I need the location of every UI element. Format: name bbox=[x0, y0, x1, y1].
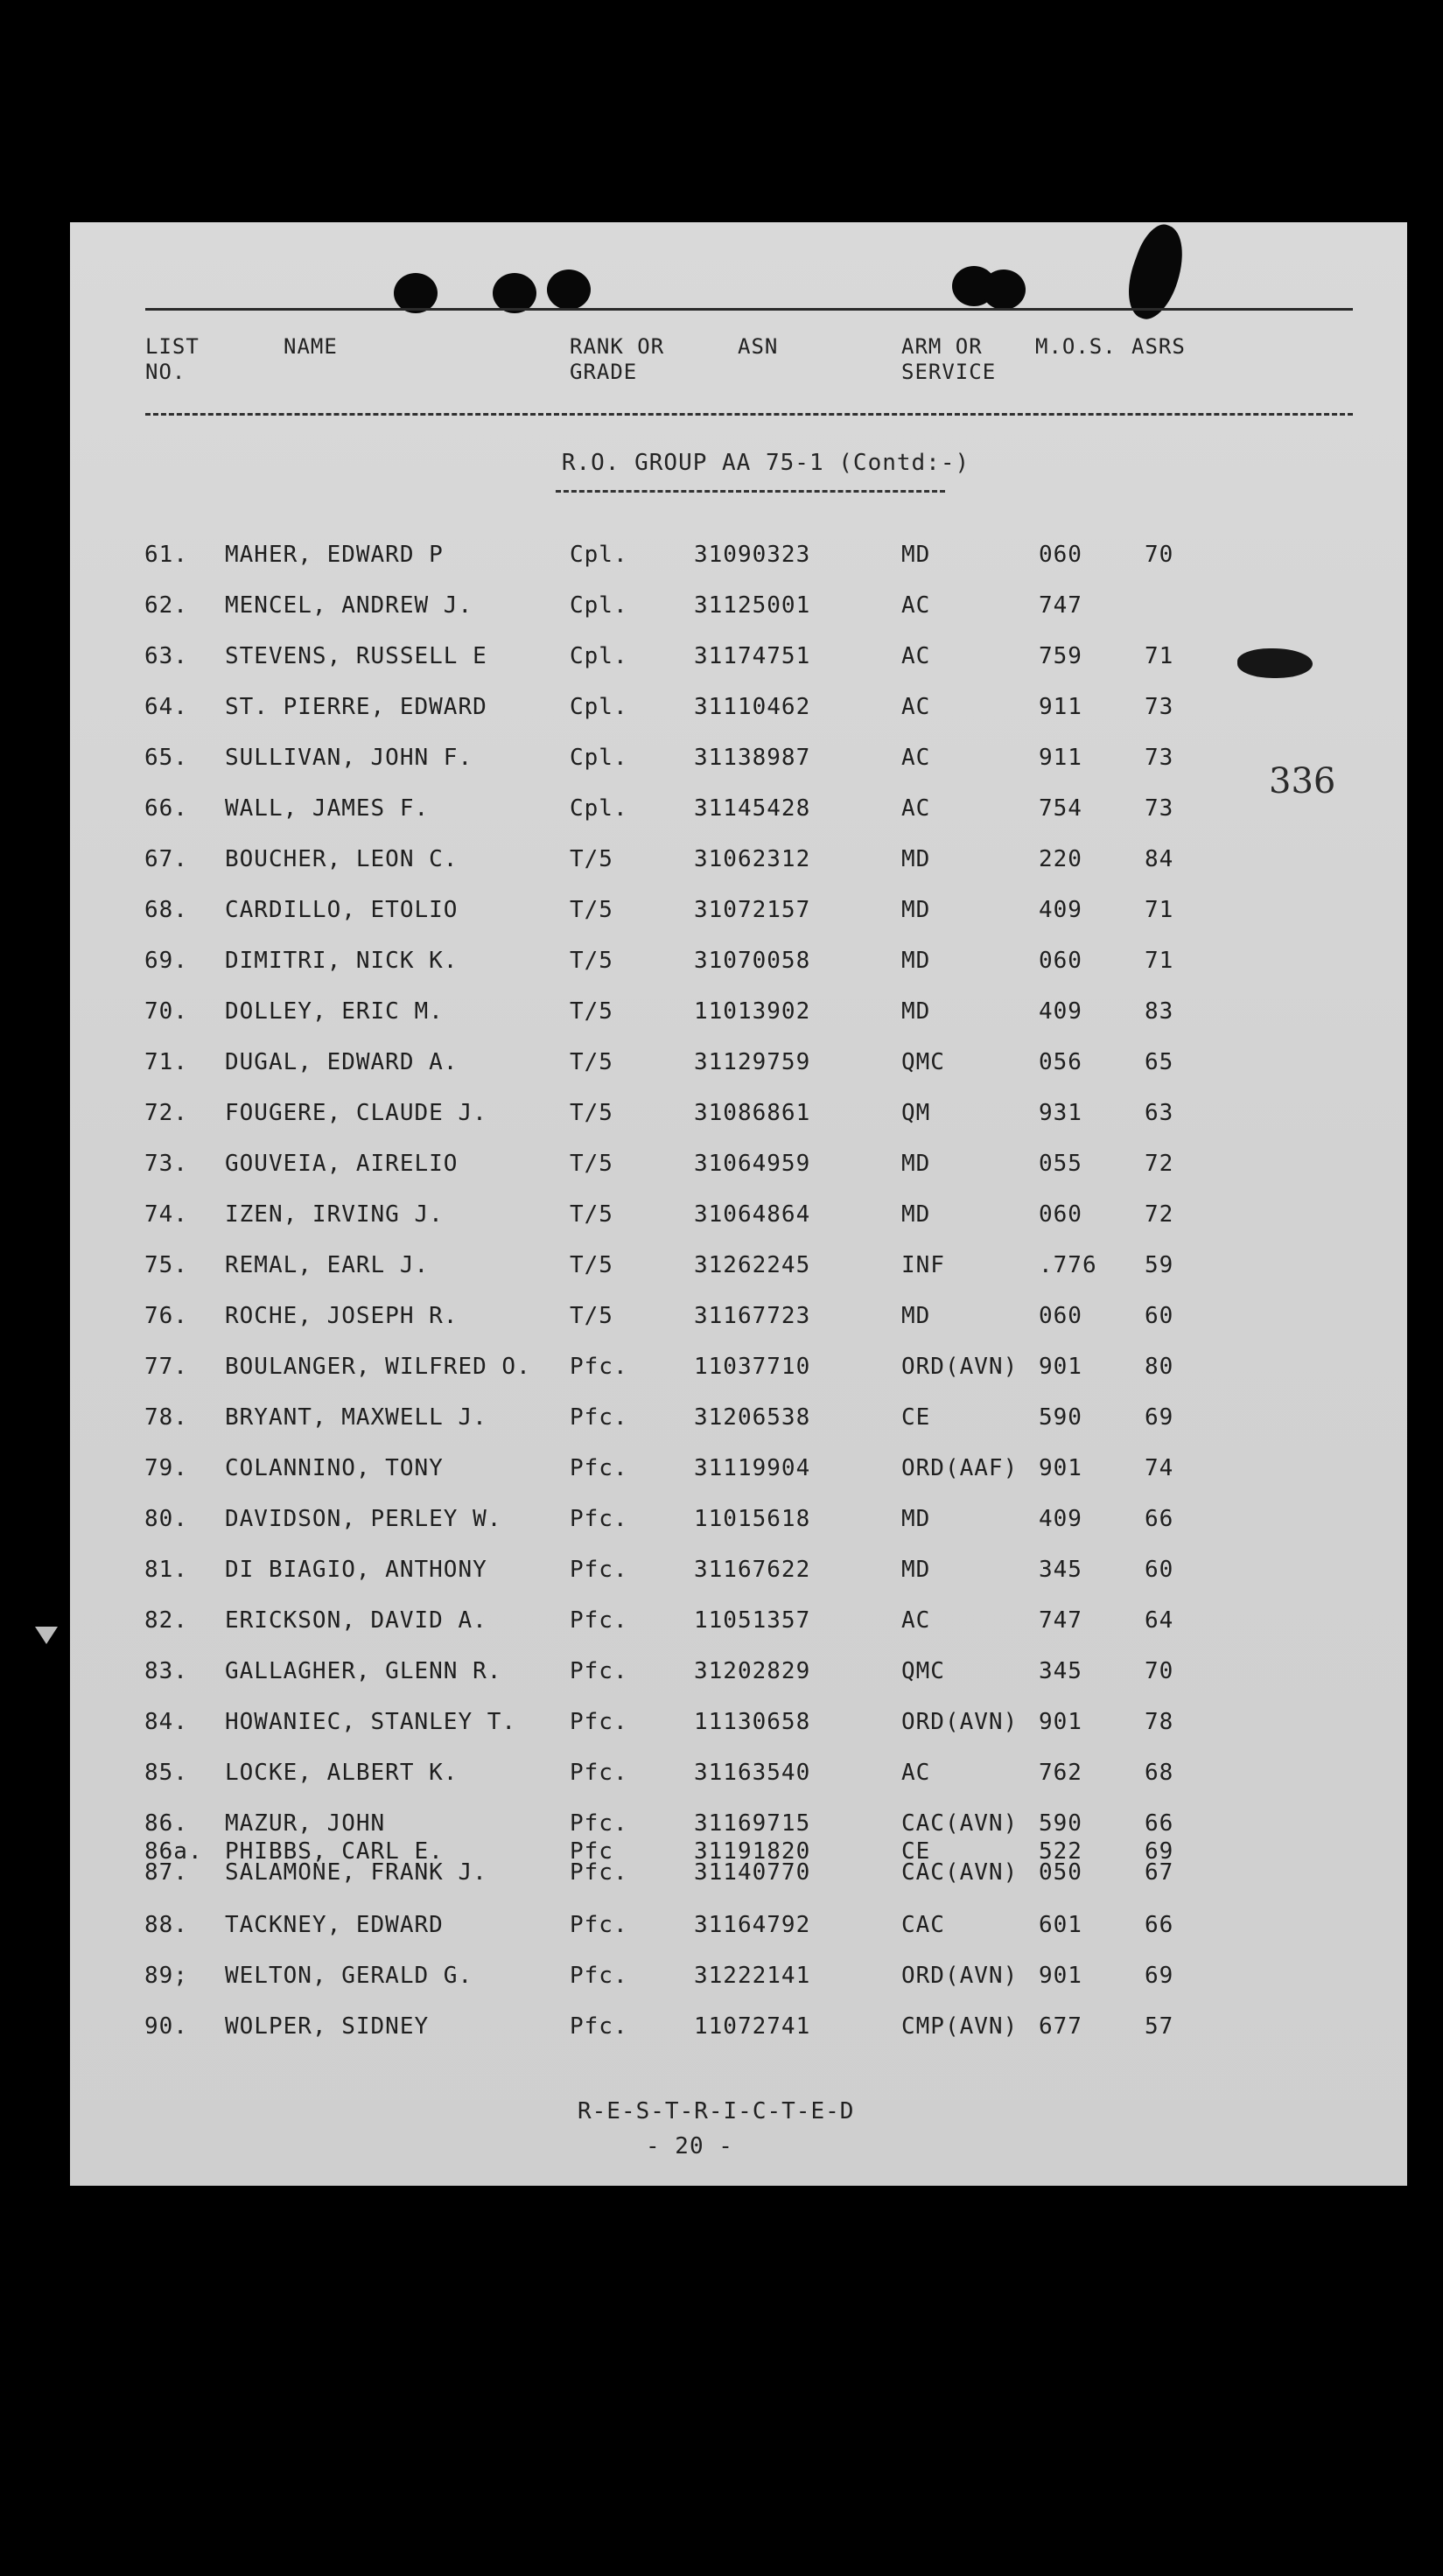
row-asn: 11130658 bbox=[694, 1709, 811, 1735]
row-mos: 901 bbox=[1039, 1354, 1082, 1380]
row-arm: ORD(AAF) bbox=[901, 1455, 1019, 1481]
row-arm: MD bbox=[901, 948, 931, 974]
table-row bbox=[70, 745, 1295, 774]
row-name: MAZUR, JOHN bbox=[225, 1810, 386, 1837]
row-arm: QM bbox=[901, 1100, 931, 1126]
row-number: 71. bbox=[144, 1049, 188, 1075]
row-asrs: 71 bbox=[1145, 643, 1174, 669]
row-asn: 11072741 bbox=[694, 2013, 811, 2040]
row-name: STEVENS, RUSSELL E bbox=[225, 643, 487, 669]
row-name: MENCEL, ANDREW J. bbox=[225, 592, 473, 619]
row-mos: 409 bbox=[1039, 998, 1082, 1025]
row-rank: T/5 bbox=[570, 948, 613, 974]
row-asrs: 66 bbox=[1145, 1810, 1174, 1837]
row-asrs: 60 bbox=[1145, 1557, 1174, 1583]
row-name: FOUGERE, CLAUDE J. bbox=[225, 1100, 487, 1126]
row-arm: CAC(AVN) bbox=[901, 1859, 1019, 1886]
table-row bbox=[70, 542, 1295, 571]
row-rank: T/5 bbox=[570, 846, 613, 872]
row-number: 81. bbox=[144, 1557, 188, 1583]
punch-hole bbox=[547, 270, 591, 310]
row-asn: 31125001 bbox=[694, 592, 811, 619]
table-row bbox=[70, 592, 1295, 622]
row-name: COLANNINO, TONY bbox=[225, 1455, 444, 1481]
row-rank: Pfc. bbox=[570, 1506, 628, 1532]
table-row bbox=[70, 1455, 1295, 1485]
row-number: 63. bbox=[144, 643, 188, 669]
table-row bbox=[70, 643, 1295, 673]
row-asn: 31164792 bbox=[694, 1912, 811, 1938]
row-asrs: 60 bbox=[1145, 1303, 1174, 1329]
row-asn: 31086861 bbox=[694, 1100, 811, 1126]
row-name: GALLAGHER, GLENN R. bbox=[225, 1658, 502, 1684]
row-asn: 11015618 bbox=[694, 1506, 811, 1532]
row-number: 88. bbox=[144, 1912, 188, 1938]
row-mos: 901 bbox=[1039, 1963, 1082, 1989]
row-arm: QMC bbox=[901, 1658, 945, 1684]
table-row bbox=[70, 846, 1295, 876]
margin-arrow-icon bbox=[35, 1627, 58, 1644]
row-mos: 220 bbox=[1039, 846, 1082, 872]
row-name: LOCKE, ALBERT K. bbox=[225, 1760, 459, 1786]
row-rank: Cpl. bbox=[570, 542, 628, 568]
row-arm: CAC(AVN) bbox=[901, 1810, 1019, 1837]
row-arm: CE bbox=[901, 1404, 931, 1431]
row-asrs: 83 bbox=[1145, 998, 1174, 1025]
row-number: 64. bbox=[144, 694, 188, 720]
row-arm: MD bbox=[901, 542, 931, 568]
row-asrs: 70 bbox=[1145, 1658, 1174, 1684]
row-name: DOLLEY, ERIC M. bbox=[225, 998, 444, 1025]
row-asn: 31169715 bbox=[694, 1810, 811, 1837]
row-name: DUGAL, EDWARD A. bbox=[225, 1049, 459, 1075]
table-row bbox=[70, 897, 1295, 927]
row-number: 83. bbox=[144, 1658, 188, 1684]
row-asn: 11013902 bbox=[694, 998, 811, 1025]
row-number: 80. bbox=[144, 1506, 188, 1532]
row-mos: 060 bbox=[1039, 1201, 1082, 1228]
row-number: 76. bbox=[144, 1303, 188, 1329]
header-mos: M.O.S. bbox=[1035, 334, 1117, 359]
row-number: 70. bbox=[144, 998, 188, 1025]
table-row bbox=[70, 1354, 1295, 1383]
row-mos: 747 bbox=[1039, 592, 1082, 619]
row-mos: 060 bbox=[1039, 948, 1082, 974]
row-name: ST. PIERRE, EDWARD bbox=[225, 694, 487, 720]
table-row bbox=[70, 1810, 1295, 1840]
table-row bbox=[70, 1859, 1295, 1889]
row-arm: CE bbox=[901, 1838, 931, 1865]
row-arm: MD bbox=[901, 998, 931, 1025]
group-title-underline bbox=[556, 490, 945, 493]
row-asn: 31262245 bbox=[694, 1252, 811, 1278]
row-rank: Cpl. bbox=[570, 592, 628, 619]
row-asrs: 71 bbox=[1145, 897, 1174, 923]
row-arm: CMP(AVN) bbox=[901, 2013, 1019, 2040]
table-row bbox=[70, 1658, 1295, 1688]
table-row bbox=[70, 1557, 1295, 1586]
row-rank: Pfc. bbox=[570, 1912, 628, 1938]
row-rank: Pfc. bbox=[570, 1607, 628, 1634]
table-row bbox=[70, 1151, 1295, 1180]
row-rank: Pfc. bbox=[570, 1455, 628, 1481]
row-asrs: 57 bbox=[1145, 2013, 1174, 2040]
row-mos: 590 bbox=[1039, 1404, 1082, 1431]
row-mos: 409 bbox=[1039, 1506, 1082, 1532]
row-mos: 931 bbox=[1039, 1100, 1082, 1126]
row-asn: 31202829 bbox=[694, 1658, 811, 1684]
row-asn: 31167723 bbox=[694, 1303, 811, 1329]
table-row bbox=[70, 1912, 1295, 1942]
row-arm: MD bbox=[901, 1506, 931, 1532]
row-mos: 060 bbox=[1039, 542, 1082, 568]
header-asn: ASN bbox=[738, 334, 779, 359]
row-arm: QMC bbox=[901, 1049, 945, 1075]
header-list-no: LIST NO. bbox=[145, 334, 200, 384]
row-name: BRYANT, MAXWELL J. bbox=[225, 1404, 487, 1431]
row-asn: 31129759 bbox=[694, 1049, 811, 1075]
row-arm: AC bbox=[901, 592, 931, 619]
row-number: 73. bbox=[144, 1151, 188, 1177]
row-asrs: 73 bbox=[1145, 745, 1174, 771]
row-number: 89; bbox=[144, 1963, 188, 1989]
table-row bbox=[70, 1760, 1295, 1789]
row-arm: ORD(AVN) bbox=[901, 1709, 1019, 1735]
table-row bbox=[70, 1252, 1295, 1282]
row-arm: AC bbox=[901, 745, 931, 771]
header-rank: RANK OR GRADE bbox=[570, 334, 665, 384]
punch-hole bbox=[982, 270, 1026, 310]
row-number: 85. bbox=[144, 1760, 188, 1786]
row-rank: Pfc. bbox=[570, 1963, 628, 1989]
row-mos: 050 bbox=[1039, 1859, 1082, 1886]
row-asn: 31064959 bbox=[694, 1151, 811, 1177]
row-asrs: 78 bbox=[1145, 1709, 1174, 1735]
row-rank: Pfc. bbox=[570, 1658, 628, 1684]
row-asrs: 73 bbox=[1145, 694, 1174, 720]
row-rank: Pfc. bbox=[570, 1557, 628, 1583]
row-asrs: 66 bbox=[1145, 1506, 1174, 1532]
row-number: 86. bbox=[144, 1810, 188, 1837]
table-row bbox=[70, 1100, 1295, 1130]
table-row bbox=[70, 1049, 1295, 1079]
row-arm: AC bbox=[901, 795, 931, 822]
row-rank: T/5 bbox=[570, 1252, 613, 1278]
row-arm: MD bbox=[901, 846, 931, 872]
row-name: ROCHE, JOSEPH R. bbox=[225, 1303, 459, 1329]
row-mos: 409 bbox=[1039, 897, 1082, 923]
row-mos: 677 bbox=[1039, 2013, 1082, 2040]
row-mos: 056 bbox=[1039, 1049, 1082, 1075]
row-asn: 31174751 bbox=[694, 643, 811, 669]
row-arm: CAC bbox=[901, 1912, 945, 1938]
table-row bbox=[70, 2013, 1295, 2043]
row-rank: Pfc bbox=[570, 1838, 613, 1865]
row-rank: T/5 bbox=[570, 1201, 613, 1228]
row-arm: INF bbox=[901, 1252, 945, 1278]
row-name: PHIBBS, CARL E. bbox=[225, 1838, 444, 1865]
header-asrs: ASRS bbox=[1131, 334, 1186, 359]
row-number: 87. bbox=[144, 1859, 188, 1886]
row-asn: 11037710 bbox=[694, 1354, 811, 1380]
row-arm: AC bbox=[901, 1760, 931, 1786]
row-arm: ORD(AVN) bbox=[901, 1963, 1019, 1989]
row-arm: MD bbox=[901, 1303, 931, 1329]
row-rank: Cpl. bbox=[570, 694, 628, 720]
header-top-rule bbox=[145, 308, 1353, 311]
row-asrs: 69 bbox=[1145, 1404, 1174, 1431]
table-row bbox=[70, 998, 1295, 1028]
row-rank: T/5 bbox=[570, 1303, 613, 1329]
row-asrs: 63 bbox=[1145, 1100, 1174, 1126]
row-asrs: 69 bbox=[1145, 1963, 1174, 1989]
row-asn: 31163540 bbox=[694, 1760, 811, 1786]
row-mos: 901 bbox=[1039, 1709, 1082, 1735]
row-rank: T/5 bbox=[570, 998, 613, 1025]
row-asrs: 74 bbox=[1145, 1455, 1174, 1481]
row-name: WELTON, GERALD G. bbox=[225, 1963, 473, 1989]
table-row bbox=[70, 1201, 1295, 1231]
row-number: 77. bbox=[144, 1354, 188, 1380]
table-row bbox=[70, 694, 1295, 724]
row-number: 78. bbox=[144, 1404, 188, 1431]
row-number: 67. bbox=[144, 846, 188, 872]
table-row bbox=[70, 1404, 1295, 1434]
row-rank: Cpl. bbox=[570, 795, 628, 822]
row-mos: 911 bbox=[1039, 694, 1082, 720]
row-asn: 11051357 bbox=[694, 1607, 811, 1634]
row-number: 86a. bbox=[144, 1838, 203, 1865]
row-name: WOLPER, SIDNEY bbox=[225, 2013, 430, 2040]
table-row bbox=[70, 1303, 1295, 1333]
row-asn: 31064864 bbox=[694, 1201, 811, 1228]
row-number: 72. bbox=[144, 1100, 188, 1126]
row-asrs: 71 bbox=[1145, 948, 1174, 974]
row-name: ERICKSON, DAVID A. bbox=[225, 1607, 487, 1634]
row-number: 65. bbox=[144, 745, 188, 771]
table-row bbox=[70, 1506, 1295, 1536]
row-arm: MD bbox=[901, 1201, 931, 1228]
row-rank: Pfc. bbox=[570, 1810, 628, 1837]
row-name: WALL, JAMES F. bbox=[225, 795, 430, 822]
row-name: HOWANIEC, STANLEY T. bbox=[225, 1709, 517, 1735]
row-asrs: 70 bbox=[1145, 542, 1174, 568]
restricted-marking: R-E-S-T-R-I-C-T-E-D bbox=[578, 2098, 855, 2124]
row-name: SALAMONE, FRANK J. bbox=[225, 1859, 487, 1886]
row-asn: 31070058 bbox=[694, 948, 811, 974]
row-asn: 31206538 bbox=[694, 1404, 811, 1431]
row-mos: 759 bbox=[1039, 643, 1082, 669]
row-asn: 31090323 bbox=[694, 542, 811, 568]
row-rank: Cpl. bbox=[570, 745, 628, 771]
row-rank: Pfc. bbox=[570, 1404, 628, 1431]
row-rank: T/5 bbox=[570, 1100, 613, 1126]
row-arm: MD bbox=[901, 897, 931, 923]
row-rank: T/5 bbox=[570, 1151, 613, 1177]
row-rank: T/5 bbox=[570, 897, 613, 923]
stamp-number: 336 bbox=[1269, 761, 1336, 802]
row-asn: 31062312 bbox=[694, 846, 811, 872]
row-number: 69. bbox=[144, 948, 188, 974]
row-rank: Pfc. bbox=[570, 1859, 628, 1886]
row-mos: 911 bbox=[1039, 745, 1082, 771]
row-name: SULLIVAN, JOHN F. bbox=[225, 745, 473, 771]
row-mos: 345 bbox=[1039, 1658, 1082, 1684]
document-page bbox=[70, 222, 1407, 2186]
row-name: CARDILLO, ETOLIO bbox=[225, 897, 459, 923]
row-number: 74. bbox=[144, 1201, 188, 1228]
row-asn: 31110462 bbox=[694, 694, 811, 720]
row-asrs: 69 bbox=[1145, 1838, 1174, 1865]
row-mos: 901 bbox=[1039, 1455, 1082, 1481]
row-mos: 345 bbox=[1039, 1557, 1082, 1583]
row-asrs: 66 bbox=[1145, 1912, 1174, 1938]
row-name: REMAL, EARL J. bbox=[225, 1252, 430, 1278]
row-rank: Pfc. bbox=[570, 1709, 628, 1735]
row-asrs: 65 bbox=[1145, 1049, 1174, 1075]
row-arm: MD bbox=[901, 1151, 931, 1177]
row-arm: AC bbox=[901, 1607, 931, 1634]
row-name: DAVIDSON, PERLEY W. bbox=[225, 1506, 502, 1532]
row-mos: 060 bbox=[1039, 1303, 1082, 1329]
row-asn: 31140770 bbox=[694, 1859, 811, 1886]
row-mos: 590 bbox=[1039, 1810, 1082, 1837]
table-row bbox=[70, 948, 1295, 977]
row-asrs: 68 bbox=[1145, 1760, 1174, 1786]
row-name: DI BIAGIO, ANTHONY bbox=[225, 1557, 487, 1583]
row-mos: 055 bbox=[1039, 1151, 1082, 1177]
row-asn: 31222141 bbox=[694, 1963, 811, 1989]
header-bottom-rule bbox=[145, 413, 1353, 416]
row-asrs: 72 bbox=[1145, 1151, 1174, 1177]
row-mos: 747 bbox=[1039, 1607, 1082, 1634]
table-row bbox=[70, 1963, 1295, 1992]
row-mos: 522 bbox=[1039, 1838, 1082, 1865]
row-number: 84. bbox=[144, 1709, 188, 1735]
row-rank: T/5 bbox=[570, 1049, 613, 1075]
row-name: DIMITRI, NICK K. bbox=[225, 948, 459, 974]
row-asrs: 72 bbox=[1145, 1201, 1174, 1228]
row-rank: Pfc. bbox=[570, 1354, 628, 1380]
row-arm: AC bbox=[901, 694, 931, 720]
row-asrs: 67 bbox=[1145, 1859, 1174, 1886]
header-name: NAME bbox=[284, 334, 338, 359]
row-number: 90. bbox=[144, 2013, 188, 2040]
row-asn: 31138987 bbox=[694, 745, 811, 771]
row-name: BOUCHER, LEON C. bbox=[225, 846, 459, 872]
row-number: 79. bbox=[144, 1455, 188, 1481]
row-name: BOULANGER, WILFRED O. bbox=[225, 1354, 531, 1380]
row-name: IZEN, IRVING J. bbox=[225, 1201, 444, 1228]
table-row bbox=[70, 795, 1295, 825]
row-rank: Pfc. bbox=[570, 2013, 628, 2040]
row-name: TACKNEY, EDWARD bbox=[225, 1912, 444, 1938]
row-asrs: 64 bbox=[1145, 1607, 1174, 1634]
row-rank: Cpl. bbox=[570, 643, 628, 669]
row-mos: 754 bbox=[1039, 795, 1082, 822]
row-asrs: 84 bbox=[1145, 846, 1174, 872]
table-row bbox=[70, 1607, 1295, 1637]
row-asn: 31119904 bbox=[694, 1455, 811, 1481]
row-number: 68. bbox=[144, 897, 188, 923]
row-arm: ORD(AVN) bbox=[901, 1354, 1019, 1380]
row-mos: 601 bbox=[1039, 1912, 1082, 1938]
row-number: 75. bbox=[144, 1252, 188, 1278]
row-mos: 762 bbox=[1039, 1760, 1082, 1786]
row-name: GOUVEIA, AIRELIO bbox=[225, 1151, 459, 1177]
row-number: 62. bbox=[144, 592, 188, 619]
row-asrs: 80 bbox=[1145, 1354, 1174, 1380]
header-arm: ARM OR SERVICE bbox=[901, 334, 997, 384]
row-arm: AC bbox=[901, 643, 931, 669]
row-mos: .776 bbox=[1039, 1252, 1097, 1278]
row-rank: Pfc. bbox=[570, 1760, 628, 1786]
row-arm: MD bbox=[901, 1557, 931, 1583]
row-number: 82. bbox=[144, 1607, 188, 1634]
row-asn: 31167622 bbox=[694, 1557, 811, 1583]
row-asn: 31072157 bbox=[694, 897, 811, 923]
page-number: - 20 - bbox=[646, 2133, 733, 2160]
row-number: 61. bbox=[144, 542, 188, 568]
row-asrs: 59 bbox=[1145, 1252, 1174, 1278]
row-number: 66. bbox=[144, 795, 188, 822]
row-asn: 31145428 bbox=[694, 795, 811, 822]
group-title: R.O. GROUP AA 75-1 (Contd:-) bbox=[561, 450, 970, 476]
row-name: MAHER, EDWARD P bbox=[225, 542, 444, 568]
row-asn: 31191820 bbox=[694, 1838, 811, 1865]
row-asrs: 73 bbox=[1145, 795, 1174, 822]
table-row bbox=[70, 1709, 1295, 1739]
